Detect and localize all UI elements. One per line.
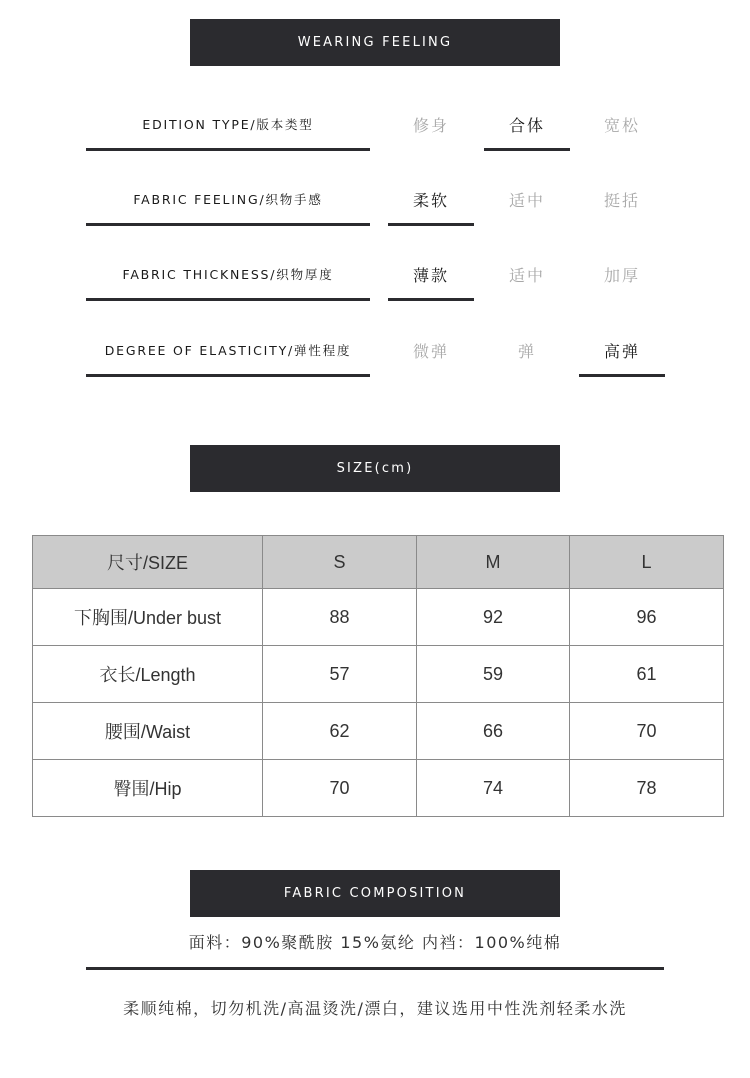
label-underline <box>86 298 370 301</box>
size-value: 57 <box>263 646 417 703</box>
label-underline <box>86 223 370 226</box>
feeling-category-label: FABRIC THICKNESS/织物厚度 <box>122 267 334 282</box>
wearing-feeling-row <box>0 111 750 171</box>
feeling-category-label: FABRIC FEELING/织物手感 <box>133 192 323 207</box>
wearing-feeling-banner <box>190 19 560 66</box>
size-value: 70 <box>570 703 724 760</box>
size-table-header-row <box>33 536 724 589</box>
feeling-option: 挺括 <box>603 190 640 210</box>
size-value: 59 <box>417 646 570 703</box>
size-banner <box>190 445 560 492</box>
fabric-composition-banner <box>190 870 560 917</box>
label-underline <box>86 374 370 377</box>
label-underline <box>86 148 370 151</box>
feeling-option: 适中 <box>508 265 545 285</box>
selected-option-underline <box>388 223 474 226</box>
wearing-feeling-row <box>0 261 750 321</box>
divider <box>86 967 664 970</box>
feeling-category-label: EDITION TYPE/版本类型 <box>142 117 314 132</box>
wearing-feeling-title: WEARING FEELING <box>297 35 453 50</box>
size-value: 61 <box>570 646 724 703</box>
size-header-s: S <box>263 536 417 589</box>
wearing-feeling-row <box>0 186 750 246</box>
size-value: 78 <box>570 760 724 817</box>
table-row <box>33 646 724 703</box>
feeling-option: 宽松 <box>603 115 640 135</box>
size-value: 96 <box>570 589 724 646</box>
fabric-composition-title: FABRIC COMPOSITION <box>283 886 467 901</box>
size-value: 66 <box>417 703 570 760</box>
size-table <box>32 535 724 817</box>
selected-option-underline <box>484 148 570 151</box>
measure-name: 腰围/Waist <box>33 703 263 760</box>
feeling-option: 适中 <box>508 190 545 210</box>
selected-option-underline <box>388 298 474 301</box>
size-value: 74 <box>417 760 570 817</box>
table-row <box>33 703 724 760</box>
feeling-option: 修身 <box>412 115 449 135</box>
measure-name: 臀围/Hip <box>33 760 263 817</box>
feeling-option-selected: 薄款 <box>412 265 449 285</box>
table-row <box>33 760 724 817</box>
feeling-option-selected: 高弹 <box>603 341 640 361</box>
fabric-composition-text: 面料：90%聚酰胺 15%氨纶 内裆：100%纯棉 <box>188 933 562 952</box>
feeling-option-selected: 柔软 <box>412 190 449 210</box>
feeling-option: 弹 <box>517 341 536 361</box>
wearing-feeling-row <box>0 337 750 397</box>
feeling-option: 加厚 <box>603 265 640 285</box>
size-value: 88 <box>263 589 417 646</box>
size-value: 62 <box>263 703 417 760</box>
table-row <box>33 589 724 646</box>
size-value: 70 <box>263 760 417 817</box>
size-value: 92 <box>417 589 570 646</box>
feeling-category-label: DEGREE OF ELASTICITY/弹性程度 <box>104 343 352 358</box>
size-header-label: 尺寸/SIZE <box>33 536 263 589</box>
size-title: SIZE(cm) <box>336 461 414 476</box>
size-header-l: L <box>570 536 724 589</box>
feeling-option: 微弹 <box>412 341 449 361</box>
selected-option-underline <box>579 374 665 377</box>
care-instructions: 柔顺纯棉，切勿机洗/高温烫洗/漂白，建议选用中性洗剂轻柔水洗 <box>123 999 627 1018</box>
measure-name: 下胸围/Under bust <box>33 589 263 646</box>
measure-name: 衣长/Length <box>33 646 263 703</box>
feeling-option-selected: 合体 <box>508 115 545 135</box>
size-header-m: M <box>417 536 570 589</box>
